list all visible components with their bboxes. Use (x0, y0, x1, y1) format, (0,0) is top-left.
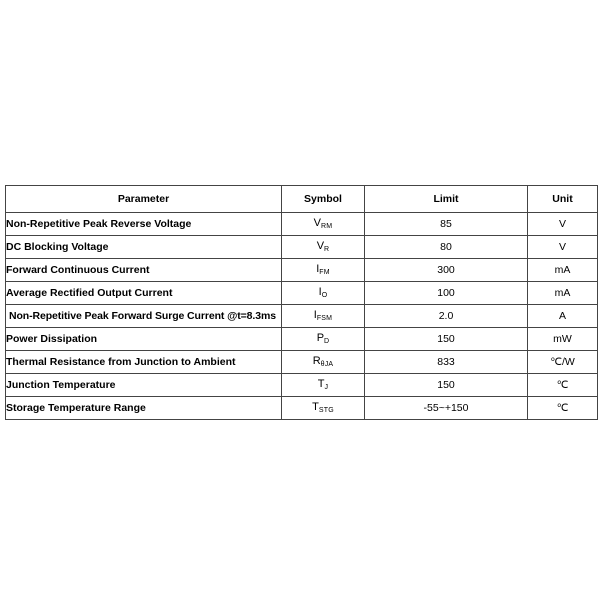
symbol-main: R (312, 355, 321, 367)
table-row (6, 236, 598, 259)
row-parameter: Forward Continuous Current (6, 259, 282, 282)
row-limit: -55~+150 (365, 397, 528, 420)
row-symbol (282, 282, 365, 305)
row-symbol (282, 328, 365, 351)
symbol-subscript: FM (319, 269, 330, 276)
table-row (6, 259, 598, 282)
symbol-subscript: J (324, 384, 329, 391)
header-parameter: Parameter (6, 186, 282, 213)
row-symbol (282, 305, 365, 328)
row-unit: ℃ (528, 374, 598, 397)
symbol-main: I (318, 286, 322, 298)
row-symbol (282, 351, 365, 374)
row-parameter: Power Dissipation (6, 328, 282, 351)
symbol-subscript: O (321, 292, 328, 299)
symbol-subscript: θJA (320, 361, 334, 368)
row-parameter: Junction Temperature (6, 374, 282, 397)
table-row (6, 305, 598, 328)
row-parameter: DC Blocking Voltage (6, 236, 282, 259)
row-limit: 85 (365, 213, 528, 236)
table-row (6, 282, 598, 305)
symbol-main: T (312, 401, 319, 413)
symbol-main: T (317, 378, 325, 390)
header-symbol: Symbol (282, 186, 365, 213)
row-symbol (282, 213, 365, 236)
table-row (6, 213, 598, 236)
row-unit: mA (528, 259, 598, 282)
symbol-subscript: STG (318, 407, 334, 414)
symbol-main: V (316, 240, 325, 252)
table-row (6, 351, 598, 374)
row-limit: 300 (365, 259, 528, 282)
row-unit: ℃/W (528, 351, 598, 374)
symbol-subscript: FSM (316, 315, 333, 322)
table-row (6, 328, 598, 351)
row-unit: V (528, 236, 598, 259)
row-limit: 100 (365, 282, 528, 305)
row-limit: 833 (365, 351, 528, 374)
absolute-maximum-ratings-table (5, 185, 598, 420)
symbol-main: V (313, 217, 322, 229)
table-row (6, 397, 598, 420)
symbol-subscript: RM (321, 223, 333, 230)
table-row (6, 374, 598, 397)
row-parameter: Average Rectified Output Current (6, 282, 282, 305)
header-unit: Unit (528, 186, 598, 213)
symbol-subscript: D (324, 338, 330, 345)
row-unit: ℃ (528, 397, 598, 420)
row-limit: 80 (365, 236, 528, 259)
row-limit: 2.0 (365, 305, 528, 328)
symbol-subscript: R (324, 246, 330, 253)
symbol-main: I (316, 263, 320, 275)
table-header-row (6, 186, 598, 213)
row-unit: mA (528, 282, 598, 305)
header-limit: Limit (365, 186, 528, 213)
row-unit: A (528, 305, 598, 328)
row-unit: V (528, 213, 598, 236)
row-unit: mW (528, 328, 598, 351)
row-parameter: Non-Repetitive Peak Reverse Voltage (6, 213, 282, 236)
row-limit: 150 (365, 374, 528, 397)
row-symbol (282, 259, 365, 282)
symbol-main: I (313, 309, 317, 321)
row-symbol (282, 374, 365, 397)
row-parameter: Storage Temperature Range (6, 397, 282, 420)
row-symbol (282, 397, 365, 420)
row-parameter: Thermal Resistance from Junction to Ambient (6, 351, 282, 374)
symbol-main: P (316, 332, 325, 344)
row-parameter: Non-Repetitive Peak Forward Surge Current @t=8.3ms (6, 305, 282, 328)
row-limit: 150 (365, 328, 528, 351)
row-symbol (282, 236, 365, 259)
